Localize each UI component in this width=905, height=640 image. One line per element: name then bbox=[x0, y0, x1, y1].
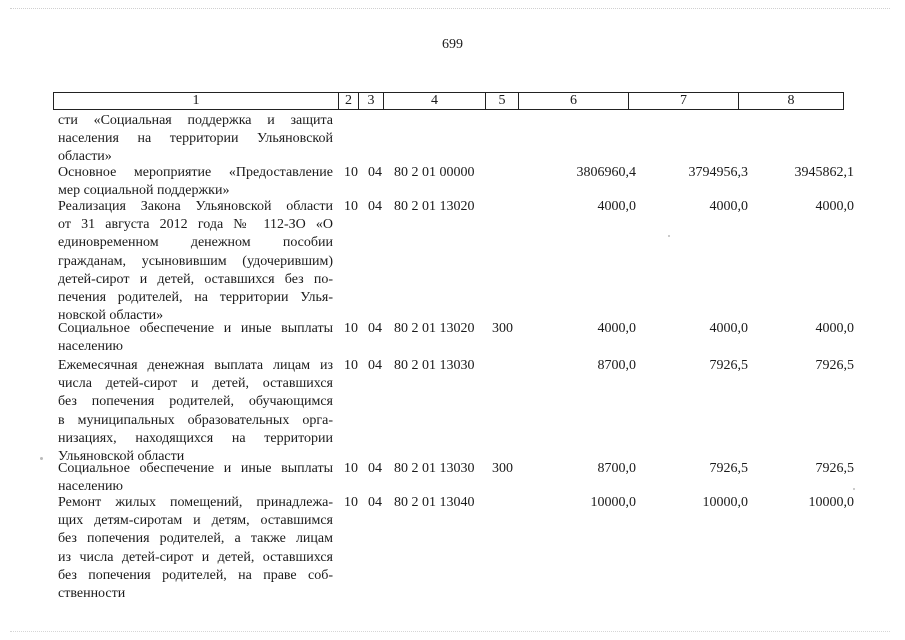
description-line: Ежемесячная денежная выплата лицам из bbox=[58, 358, 333, 373]
subsection-code: 04 bbox=[368, 199, 382, 214]
header-col-1: 1 bbox=[54, 93, 339, 109]
description-line: Основное мероприятие «Предоставление bbox=[58, 165, 333, 180]
amount-year-1: 4000,0 bbox=[597, 199, 636, 214]
target-article-code: 80 2 01 13030 bbox=[394, 461, 475, 476]
subsection-code: 04 bbox=[368, 461, 382, 476]
header-col-5: 5 bbox=[486, 93, 519, 109]
row-description bbox=[58, 494, 333, 603]
description-line: Социальное обеспечение и иные выплаты bbox=[58, 321, 333, 336]
section-code: 10 bbox=[344, 461, 358, 476]
description-line: числа детей-сирот и детей, оставшихся bbox=[58, 376, 333, 392]
description-line: печения родителей, на территории Улья- bbox=[58, 290, 333, 306]
header-col-3: 3 bbox=[359, 93, 384, 109]
header-col-6: 6 bbox=[519, 93, 629, 109]
description-line: от 31 августа 2012 года № 112-ЗО «О bbox=[58, 217, 333, 233]
description-line: из числа детей-сирот и детей, оставшихся bbox=[58, 549, 333, 565]
target-article-code: 80 2 01 13020 bbox=[394, 199, 475, 214]
amount-year-2: 4000,0 bbox=[709, 321, 748, 336]
header-col-7: 7 bbox=[629, 93, 739, 109]
amount-year-2: 7926,5 bbox=[709, 461, 748, 476]
amount-year-1: 4000,0 bbox=[597, 321, 636, 336]
amount-year-1: 8700,0 bbox=[597, 461, 636, 476]
amount-year-1: 10000,0 bbox=[590, 495, 636, 510]
description-line: без попечения родителей, а также лицам bbox=[58, 531, 333, 547]
header-col-8: 8 bbox=[787, 93, 795, 108]
amount-year-3: 4000,0 bbox=[815, 199, 854, 214]
page-number: 699 bbox=[442, 37, 463, 52]
amount-year-2: 10000,0 bbox=[702, 495, 748, 510]
row-description bbox=[58, 460, 333, 496]
description-line: детей-сирот и детей, оставшихся без по- bbox=[58, 271, 333, 287]
description-line: населению bbox=[58, 479, 123, 495]
subsection-code: 04 bbox=[368, 321, 382, 336]
amount-year-2: 3794956,3 bbox=[688, 165, 748, 180]
amount-year-2: 7926,5 bbox=[709, 358, 748, 373]
description-line: Реализация Закона Ульяновской области bbox=[58, 199, 333, 214]
description-line: ственности bbox=[58, 586, 126, 602]
expense-type-code: 300 bbox=[492, 321, 513, 336]
row-description bbox=[58, 164, 333, 200]
target-article-code: 80 2 01 13030 bbox=[394, 358, 475, 373]
description-line: в муниципальных образовательных орга- bbox=[58, 412, 333, 428]
description-line: низациях, находящихся на территории bbox=[58, 430, 333, 446]
amount-year-3: 7926,5 bbox=[815, 358, 854, 373]
expense-type-code: 300 bbox=[492, 461, 513, 476]
scan-speck bbox=[668, 235, 670, 237]
subsection-code: 04 bbox=[368, 165, 382, 180]
table-header bbox=[53, 92, 844, 110]
description-line: единовременном денежном пособии bbox=[58, 235, 333, 251]
row-description bbox=[58, 357, 333, 466]
description-line: гражданам, усыновившим (удочерившим) bbox=[58, 253, 333, 269]
description-line: щих детям-сиротам и детям, оставшимся bbox=[58, 513, 333, 529]
description-line: Ремонт жилых помещений, принадлежа- bbox=[58, 495, 333, 510]
section-code: 10 bbox=[344, 165, 358, 180]
description-line: сти «Социальная поддержка и защита bbox=[58, 113, 333, 128]
scan-edge-top bbox=[10, 8, 890, 10]
amount-year-3: 7926,5 bbox=[815, 461, 854, 476]
amount-year-3: 4000,0 bbox=[815, 321, 854, 336]
row-description bbox=[58, 198, 333, 325]
amount-year-3: 10000,0 bbox=[808, 495, 854, 510]
section-code: 10 bbox=[344, 199, 358, 214]
section-code: 10 bbox=[344, 358, 358, 373]
row-description bbox=[58, 320, 333, 356]
subsection-code: 04 bbox=[368, 358, 382, 373]
target-article-code: 80 2 01 13020 bbox=[394, 321, 475, 336]
amount-year-3: 3945862,1 bbox=[794, 165, 854, 180]
header-col-4: 4 bbox=[384, 93, 486, 109]
target-article-code: 80 2 01 13040 bbox=[394, 495, 475, 510]
description-line: населения на территории Ульяновской bbox=[58, 131, 333, 147]
section-code: 10 bbox=[344, 321, 358, 336]
description-line: Социальное обеспечение и иные выплаты bbox=[58, 461, 333, 476]
scan-speck bbox=[40, 457, 43, 460]
description-line: без попечения родителей, на праве соб- bbox=[58, 567, 333, 583]
description-line: новской области» bbox=[58, 308, 164, 324]
scan-edge-bottom bbox=[10, 631, 890, 633]
target-article-code: 80 2 01 00000 bbox=[394, 165, 475, 180]
amount-year-1: 8700,0 bbox=[597, 358, 636, 373]
row-description bbox=[58, 112, 333, 167]
scan-speck bbox=[853, 488, 855, 490]
description-line: без попечения родителей, обучающимся bbox=[58, 394, 333, 410]
description-line: мер социальной поддержки» bbox=[58, 183, 230, 199]
amount-year-1: 3806960,4 bbox=[576, 165, 636, 180]
description-line: области» bbox=[58, 149, 112, 165]
amount-year-2: 4000,0 bbox=[709, 199, 748, 214]
description-line: населению bbox=[58, 339, 123, 355]
subsection-code: 04 bbox=[368, 495, 382, 510]
section-code: 10 bbox=[344, 495, 358, 510]
header-col-2: 2 bbox=[339, 93, 359, 109]
description-line: Ульяновской области bbox=[58, 449, 185, 465]
